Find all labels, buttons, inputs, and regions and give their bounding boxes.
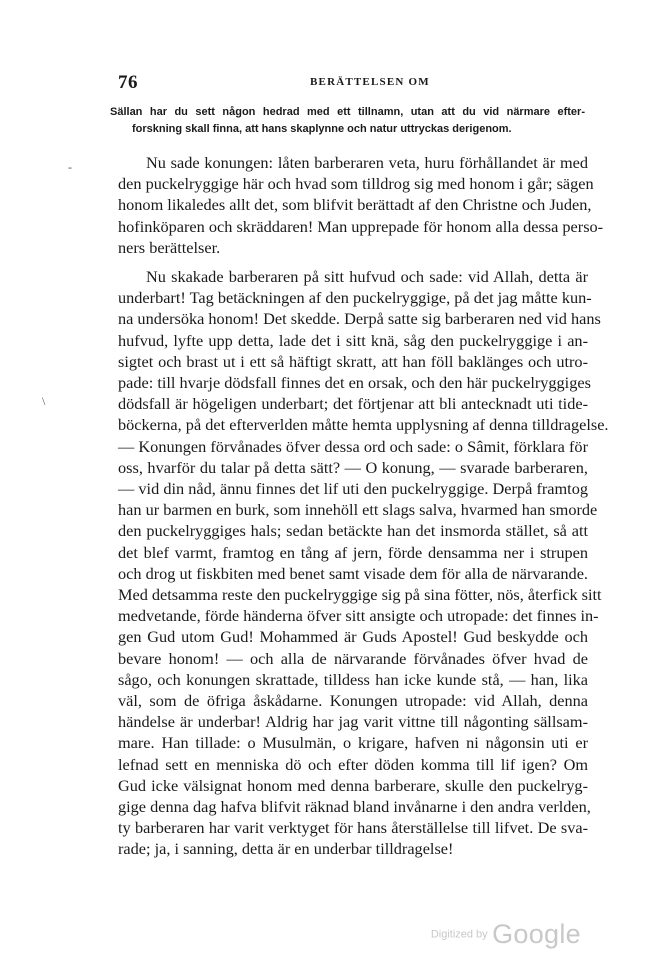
- text-line: underbart! Tag betäckningen af den puckelryggige, på det jag måtte kun-: [118, 288, 592, 308]
- text-line: han ur barmen en burk, som innehöll ett slags salva, hvarmed han smorde: [118, 500, 598, 520]
- text-line: gen Gud utom Gud! Mohammed är Guds Apostel! Gud beskydde och: [118, 627, 588, 647]
- text-line: Nu skakade barberaren på sitt hufvud och sade: vid Allah, detta är: [146, 267, 588, 286]
- text-line: det blef varmt, framtog en tång af jern, förde densamma ner i strupen: [118, 542, 588, 562]
- text-line: den puckelryggiges hals; sedan betäckte han det insmorda stället, så att: [118, 521, 588, 541]
- text-line: rade; ja, i sanning, detta är en underbar tilldragelse!: [118, 839, 454, 859]
- margin-mark: -: [68, 160, 72, 174]
- text-line: ners berättelser.: [118, 237, 221, 257]
- text-line: Med detsamma reste den puckelryggige sig på sina fötter, nös, återfick sitt: [118, 585, 602, 605]
- text-line: gige denna dag hafva blifvit räknad bland invånarne i den andra verlden,: [118, 797, 591, 817]
- text-line: dödsfall är högeligen underbart; det förtjenar att bli antecknadt uti tide-: [118, 394, 588, 414]
- text-line: bevare honom! — och alla de närvarande förvånades öfver hvad de: [118, 648, 588, 668]
- text-line: och drog ut fiskbiten med benet samt visade dem för alla de närvarande.: [118, 563, 588, 583]
- text-line: pade: till hvarje dödsfall finnes det en orsak, och den här puckelryggiges: [118, 373, 591, 393]
- text-line: sågo, och konungen skrattade, tilldess han icke kunde stå, — han, lika: [118, 669, 588, 689]
- text-line: händelse är underbar! Aldrig har jag varit vittne till någonting sällsam-: [118, 712, 588, 732]
- text-line: medvetande, förde händerna öfver sitt ansigte och utropade: det finnes in-: [118, 606, 599, 626]
- text-line: väl, som de öfriga åskådarne. Konungen utropade: vid Allah, denna: [118, 691, 588, 711]
- text-line: böckerna, på det efterverlden måtte hemta upplysning af denna tilldragelse.: [118, 415, 609, 435]
- paragraph-1: [118, 152, 604, 258]
- text-line: den puckelryggige här och hvad som tilldrog sig med honom i går; sägen: [118, 174, 594, 194]
- text-line: sigtet och brast ut i ett så häftigt skratt, att han föll baklänges och utro-: [118, 351, 588, 371]
- text-line: lefnad sett en menniska dö och efter döden komma till lif igen? Om: [118, 754, 588, 774]
- text-line: na undersöka honom! Det skedde. Derpå satte sig barberaren ned vid hans: [118, 309, 601, 329]
- text-line: — vid din nåd, ännu finnes det lif uti den puckelryggige. Derpå framtog: [118, 479, 588, 499]
- text-line: honom likaledes allt det, som blifvit berättadt af den Christne och Juden,: [118, 195, 592, 215]
- epigraph-line: forskning skall finna, att hans skaplynne och natur uttryckas derigenom.: [132, 123, 512, 135]
- text-line: ty barberaren har varit verktyget för hans återställelse till lifvet. De sva-: [118, 818, 588, 838]
- watermark-prefix: Digitized by: [430, 928, 488, 941]
- text-line: hufvud, lyfte upp detta, lade det i sitt knä, såg den puckelryggige i an-: [118, 330, 588, 350]
- text-line: mare. Han tillade: o Musulmän, o krigare, hafven ni någonsin uti er: [118, 733, 588, 753]
- epigraph: [110, 104, 585, 138]
- running-header: BERÄTTELSEN OM: [310, 76, 430, 88]
- margin-mark: \: [42, 394, 46, 408]
- text-line: — Konungen förvånades öfver dessa ord och sade: o Sâmit, förklara för: [118, 436, 588, 456]
- text-line: Gud icke välsignat honom med denna barberare, skulle den puckelryg-: [118, 775, 588, 795]
- digitized-watermark: [431, 919, 581, 950]
- text-line: Nu sade konungen: låten barberaren veta, huru förhållandet är med: [146, 153, 588, 172]
- text-line: hofinköparen och skräddaren! Man upprepade för honom alla dessa perso-: [118, 216, 604, 236]
- page-number: 76: [118, 72, 138, 93]
- text-line: oss, hvarför du talar på detta sätt? — O konung, — svarade barberaren,: [118, 457, 588, 477]
- epigraph-line: Sällan har du sett någon hedrad med ett tillnamn, utan att du vid närmare efter-: [110, 106, 585, 118]
- google-logo: Google: [492, 919, 581, 949]
- paragraph-2: [118, 266, 609, 860]
